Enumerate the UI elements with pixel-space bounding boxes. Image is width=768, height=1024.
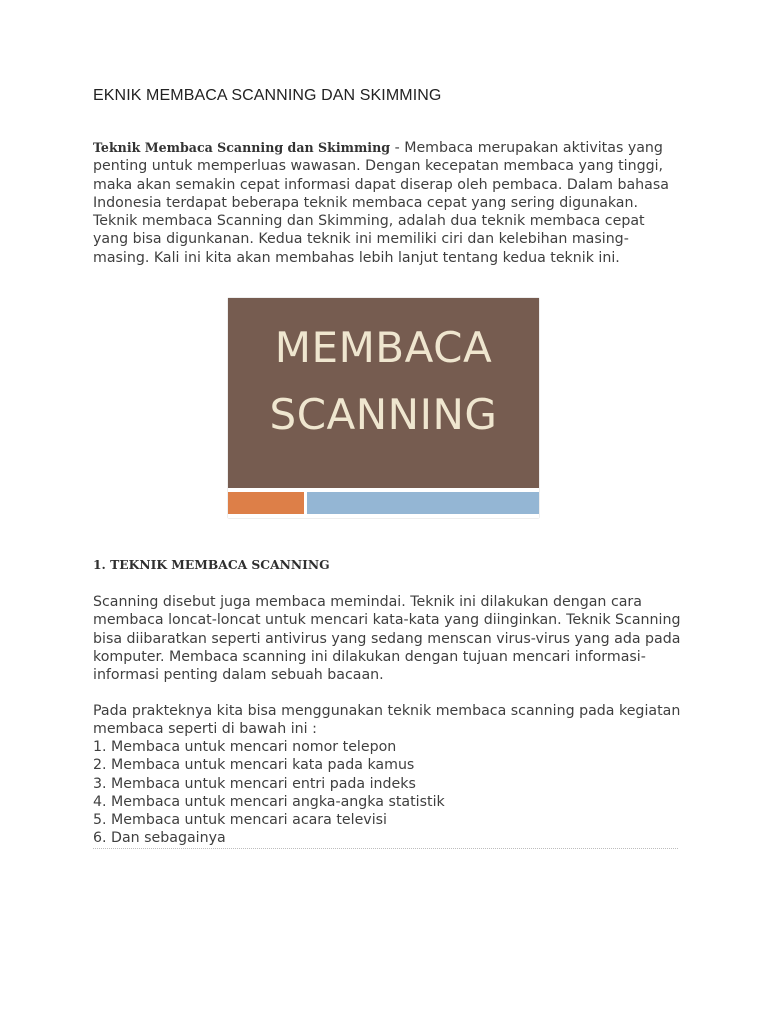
list-item: 4. Membaca untuk mencari angka-angka statistik — [93, 793, 445, 810]
list-item: 2. Membaca untuk mencari kata pada kamus — [93, 757, 415, 774]
list-item: 5. Membaca untuk mencari acara televisi — [93, 812, 387, 829]
practice-paragraph: Pada prakteknya kita bisa menggunakan teknik membaca scanning pada kegiatan membaca seperti di bawah ini : — [93, 703, 681, 738]
list-item: 3. Membaca untuk mencari entri pada indeks — [93, 775, 416, 792]
intro-lead-text: Teknik Membaca Scanning dan Skimming — [93, 140, 391, 155]
intro-body-text: - Membaca merupakan aktivitas yang penting untuk memperluas wawasan. Dengan kecepatan membaca yang tinggi, maka akan semakin cepat informasi dapat diserap oleh pembaca. Dalam bahasa Indonesia terdapat beberapa teknik membaca cepat yang sering digunakan. Teknik membaca Scanning dan Skimming, adalah dua teknik membaca cepat yang bisa digunkanan. Kedua teknik ini memiliki ciri dan kelebihan masing-masing. Kali ini kita akan membahas lebih lanjut tentang kedua teknik ini. — [93, 140, 669, 266]
banner-line-2: SCANNING — [269, 390, 498, 439]
document-title: EKNIK MEMBACA SCANNING DAN SKIMMING — [93, 87, 442, 104]
banner-main-panel — [228, 298, 539, 488]
list-item: 6. Dan sebagainya — [93, 830, 226, 847]
intro-paragraph — [93, 139, 683, 267]
list-item: 1. Membaca untuk mencari nomor telepon — [93, 739, 397, 755]
membaca-scanning-banner-image — [228, 298, 539, 518]
section-heading: 1. TEKNIK MEMBACA SCANNING — [93, 557, 330, 572]
banner-orange-strip — [228, 492, 304, 514]
dotted-divider — [93, 848, 678, 849]
banner-blue-strip — [307, 492, 539, 514]
scanning-usage-list — [93, 738, 683, 848]
banner-line-1: MEMBACA — [274, 323, 493, 372]
scanning-paragraph: Scanning disebut juga membaca memindai. Teknik ini dilakukan dengan cara membaca loncat-loncat untuk mencari kata-kata yang diinginkan. Teknik Scanning bisa diibaratkan seperti antivirus yang sedang menscan virus-virus yang ada pada komputer. Membaca scanning ini dilakukan dengan tujuan mencari informasi-informasi penting dalam sebuah bacaan. — [93, 594, 681, 684]
